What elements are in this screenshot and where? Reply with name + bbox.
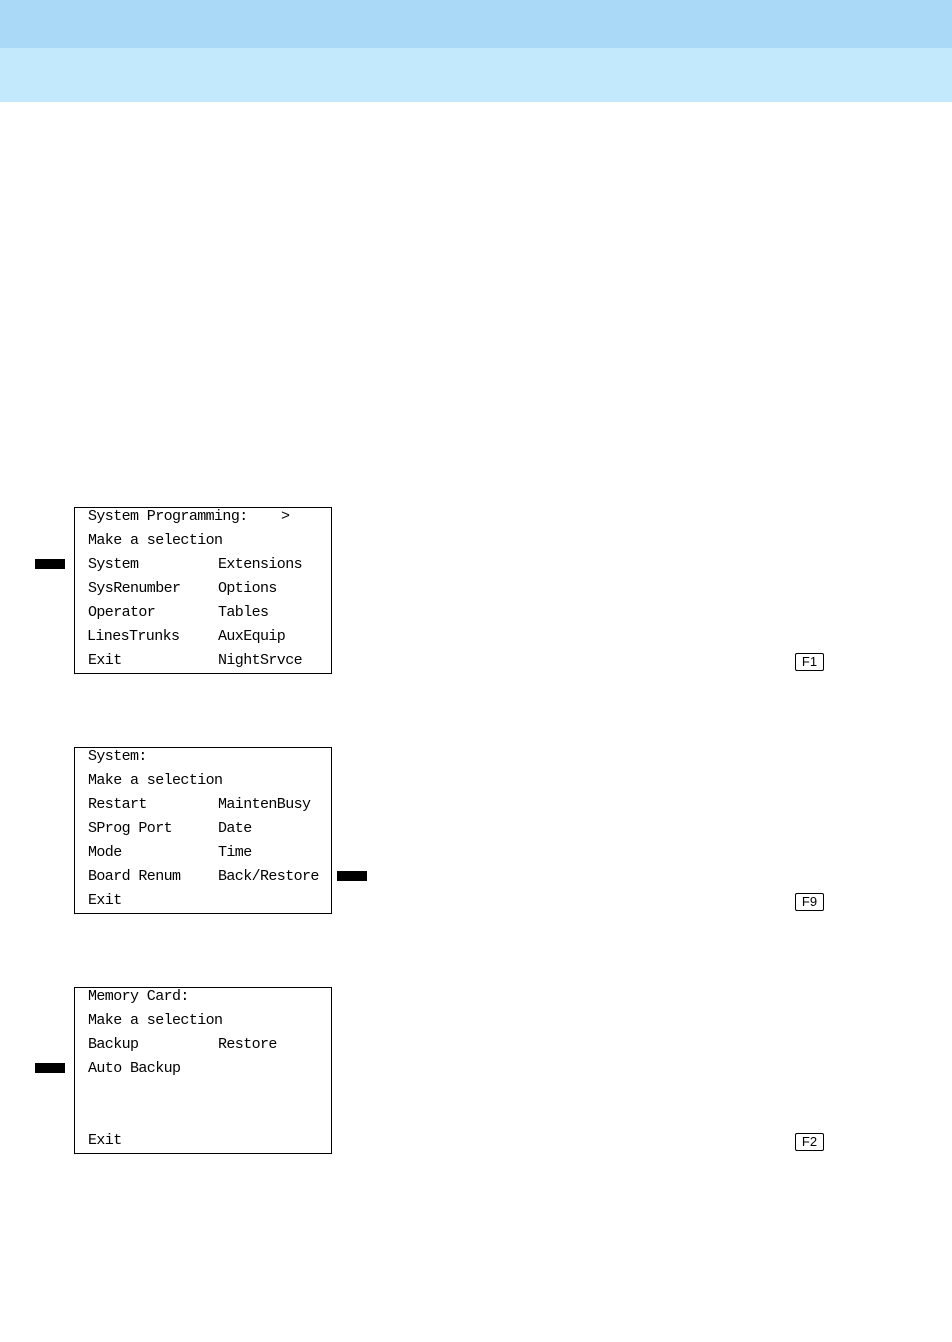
option-backup[interactable]: Backup — [88, 1036, 139, 1053]
screen-subtitle: Make a selection — [88, 532, 223, 549]
display-screen-system-programming — [74, 507, 332, 674]
option-sprog-port[interactable]: SProg Port — [88, 820, 173, 837]
function-key-f1[interactable]: F1 — [795, 653, 824, 671]
option-operator[interactable]: Operator — [88, 604, 156, 621]
more-indicator: > — [281, 508, 290, 525]
option-board-renum[interactable]: Board Renum — [88, 868, 181, 885]
option-auxequip[interactable]: AuxEquip — [218, 628, 286, 645]
screen-subtitle: Make a selection — [88, 1012, 223, 1029]
option-sysrenumber[interactable]: SysRenumber — [88, 580, 181, 597]
function-key-f2[interactable]: F2 — [795, 1133, 824, 1151]
option-maintenbusy[interactable]: MaintenBusy — [218, 796, 311, 813]
selection-marker-back-restore — [337, 871, 367, 881]
display-screen-system — [74, 747, 332, 914]
screen-title: System Programming: — [88, 508, 248, 525]
option-restart[interactable]: Restart — [88, 796, 147, 813]
option-time[interactable]: Time — [218, 844, 252, 861]
header-band-bottom — [0, 48, 952, 102]
option-exit[interactable]: Exit — [88, 1132, 122, 1149]
option-extensions[interactable]: Extensions — [218, 556, 303, 573]
screen-subtitle: Make a selection — [88, 772, 223, 789]
option-auto-backup[interactable]: Auto Backup — [88, 1060, 181, 1077]
option-nightsrvce[interactable]: NightSrvce — [218, 652, 303, 669]
option-system[interactable]: System — [88, 556, 139, 573]
option-mode[interactable]: Mode — [88, 844, 122, 861]
option-options[interactable]: Options — [218, 580, 277, 597]
selection-marker-system — [35, 559, 65, 569]
function-key-f9[interactable]: F9 — [795, 893, 824, 911]
header-band-top — [0, 0, 952, 48]
screen-title: Memory Card: — [88, 988, 189, 1005]
option-date[interactable]: Date — [218, 820, 252, 837]
option-tables[interactable]: Tables — [218, 604, 269, 621]
selection-marker-auto-backup — [35, 1063, 65, 1073]
option-linestrunks[interactable]: LinesTrunks — [87, 628, 180, 645]
display-screen-memory-card — [74, 987, 332, 1154]
option-restore[interactable]: Restore — [218, 1036, 277, 1053]
option-back-restore[interactable]: Back/Restore — [218, 868, 319, 885]
screen-title: System: — [88, 748, 147, 765]
option-exit[interactable]: Exit — [88, 892, 122, 909]
option-exit[interactable]: Exit — [88, 652, 122, 669]
